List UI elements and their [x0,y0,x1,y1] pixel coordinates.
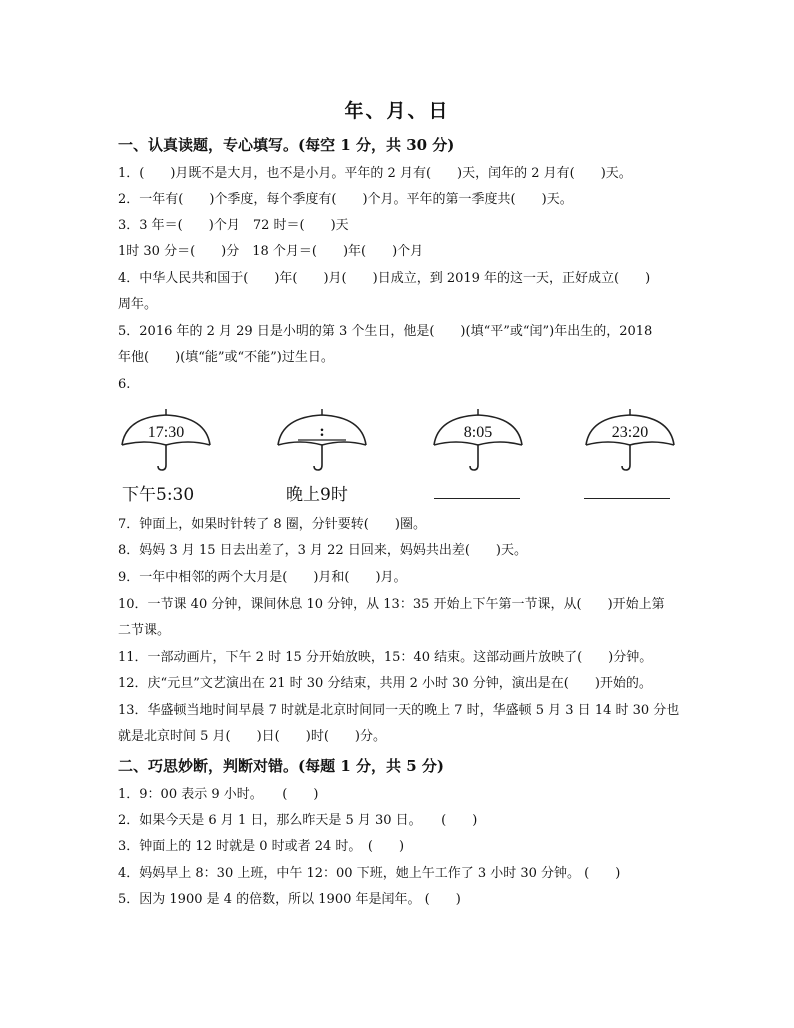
question-13a: 13．华盛顿当地时间早晨 7 时就是北京时间同一天的晚上 7 时，华盛顿 5 月 3 日 14 时 30 分也 [118,703,680,718]
page-title: 年、月、日 [344,100,450,122]
question-10b: 二节课。 [118,623,171,638]
question-5b: 年他( )(填“能”或“不能”)过生日。 [118,350,334,365]
umbrella-2 [274,405,374,475]
umbrella-2-caption: 晚上9时 [286,485,348,505]
question-4b: 周年。 [118,297,158,312]
question-8: 8．妈妈 3 月 15 日去出差了，3 月 22 日回来，妈妈共出差( )天。 [118,543,527,558]
question-11: 11．一部动画片，下午 2 时 15 分开始放映，15：40 结束。这部动画片放映了( )分钟。 [118,650,653,665]
umbrella-3 [430,405,530,475]
judge-question-2: 2．如果今天是 6 月 1 日，那么昨天是 5 月 30 日。 ( ) [118,813,478,828]
umbrella-4-time: 23:20 [611,424,649,441]
section1-heading: 一、认真读题，专心填写。(每空 1 分，共 30 分) [118,136,455,154]
umbrella-1-time: 17:30 [147,424,185,441]
question-1: 1．( )月既不是大月，也不是小月。平年的 2 月有( )天，闰年的 2 月有( )天。 [118,166,632,181]
umbrella-icon [430,405,530,475]
umbrella-1-caption: 下午5:30 [122,485,195,505]
question-3b: 1时 30 分＝( )分 18 个月＝( )年( )个月 [118,244,424,259]
umbrella-3-answer-line [434,498,520,499]
judge-question-5: 5．因为 1900 是 4 的倍数，所以 1900 年是闰年。 ( ) [118,892,461,907]
section2-heading: 二、巧思妙断，判断对错。(每题 1 分，共 5 分) [118,757,444,775]
umbrella-3-time: 8:05 [463,424,493,441]
question-3a: 3．3 年＝( )个月 72 时＝( )天 [118,218,349,233]
question-13b: 就是北京时间 5 月( )日( )时( )分。 [118,729,386,744]
judge-question-3: 3．钟面上的 12 时就是 0 时或者 24 时。 ( ) [118,839,405,854]
question-5a: 5．2016 年的 2 月 29 日是小明的第 3 个生日，他是( )(填“平”或“闰”)年出生的，2018 [118,324,653,339]
umbrella-1 [118,405,218,475]
umbrella-2-time: : [319,423,325,440]
question-2: 2．一年有( )个季度，每个季度有( )个月。平年的第一季度共( )天。 [118,192,573,207]
judge-question-4: 4．妈妈早上 8：30 上班，中午 12：00 下班，她上午工作了 3 小时 30 分钟。 ( ) [118,866,621,881]
question-10a: 10．一节课 40 分钟，课间休息 10 分钟，从 13：35 开始上下午第一节课，从( )开始上第 [118,597,665,612]
umbrella-4-answer-line [584,498,670,499]
umbrella-icon [118,405,218,475]
umbrella-4 [582,405,682,475]
umbrella-icon [582,405,682,475]
judge-question-1: 1．9：00 表示 9 小时。 ( ) [118,787,319,802]
question-7: 7．钟面上，如果时针转了 8 圈，分针要转( )圈。 [118,517,426,532]
question-6: 6. [118,377,131,392]
question-4a: 4．中华人民共和国于( )年( )月( )日成立，到 2019 年的这一天，正好成立( ) [118,271,651,286]
question-9: 9．一年中相邻的两个大月是( )月和( )月。 [118,570,407,585]
umbrella-icon [274,405,374,475]
question-12: 12．庆“元旦”文艺演出在 21 时 30 分结束，共用 2 小时 30 分钟，演出是在( )开始的。 [118,676,652,691]
